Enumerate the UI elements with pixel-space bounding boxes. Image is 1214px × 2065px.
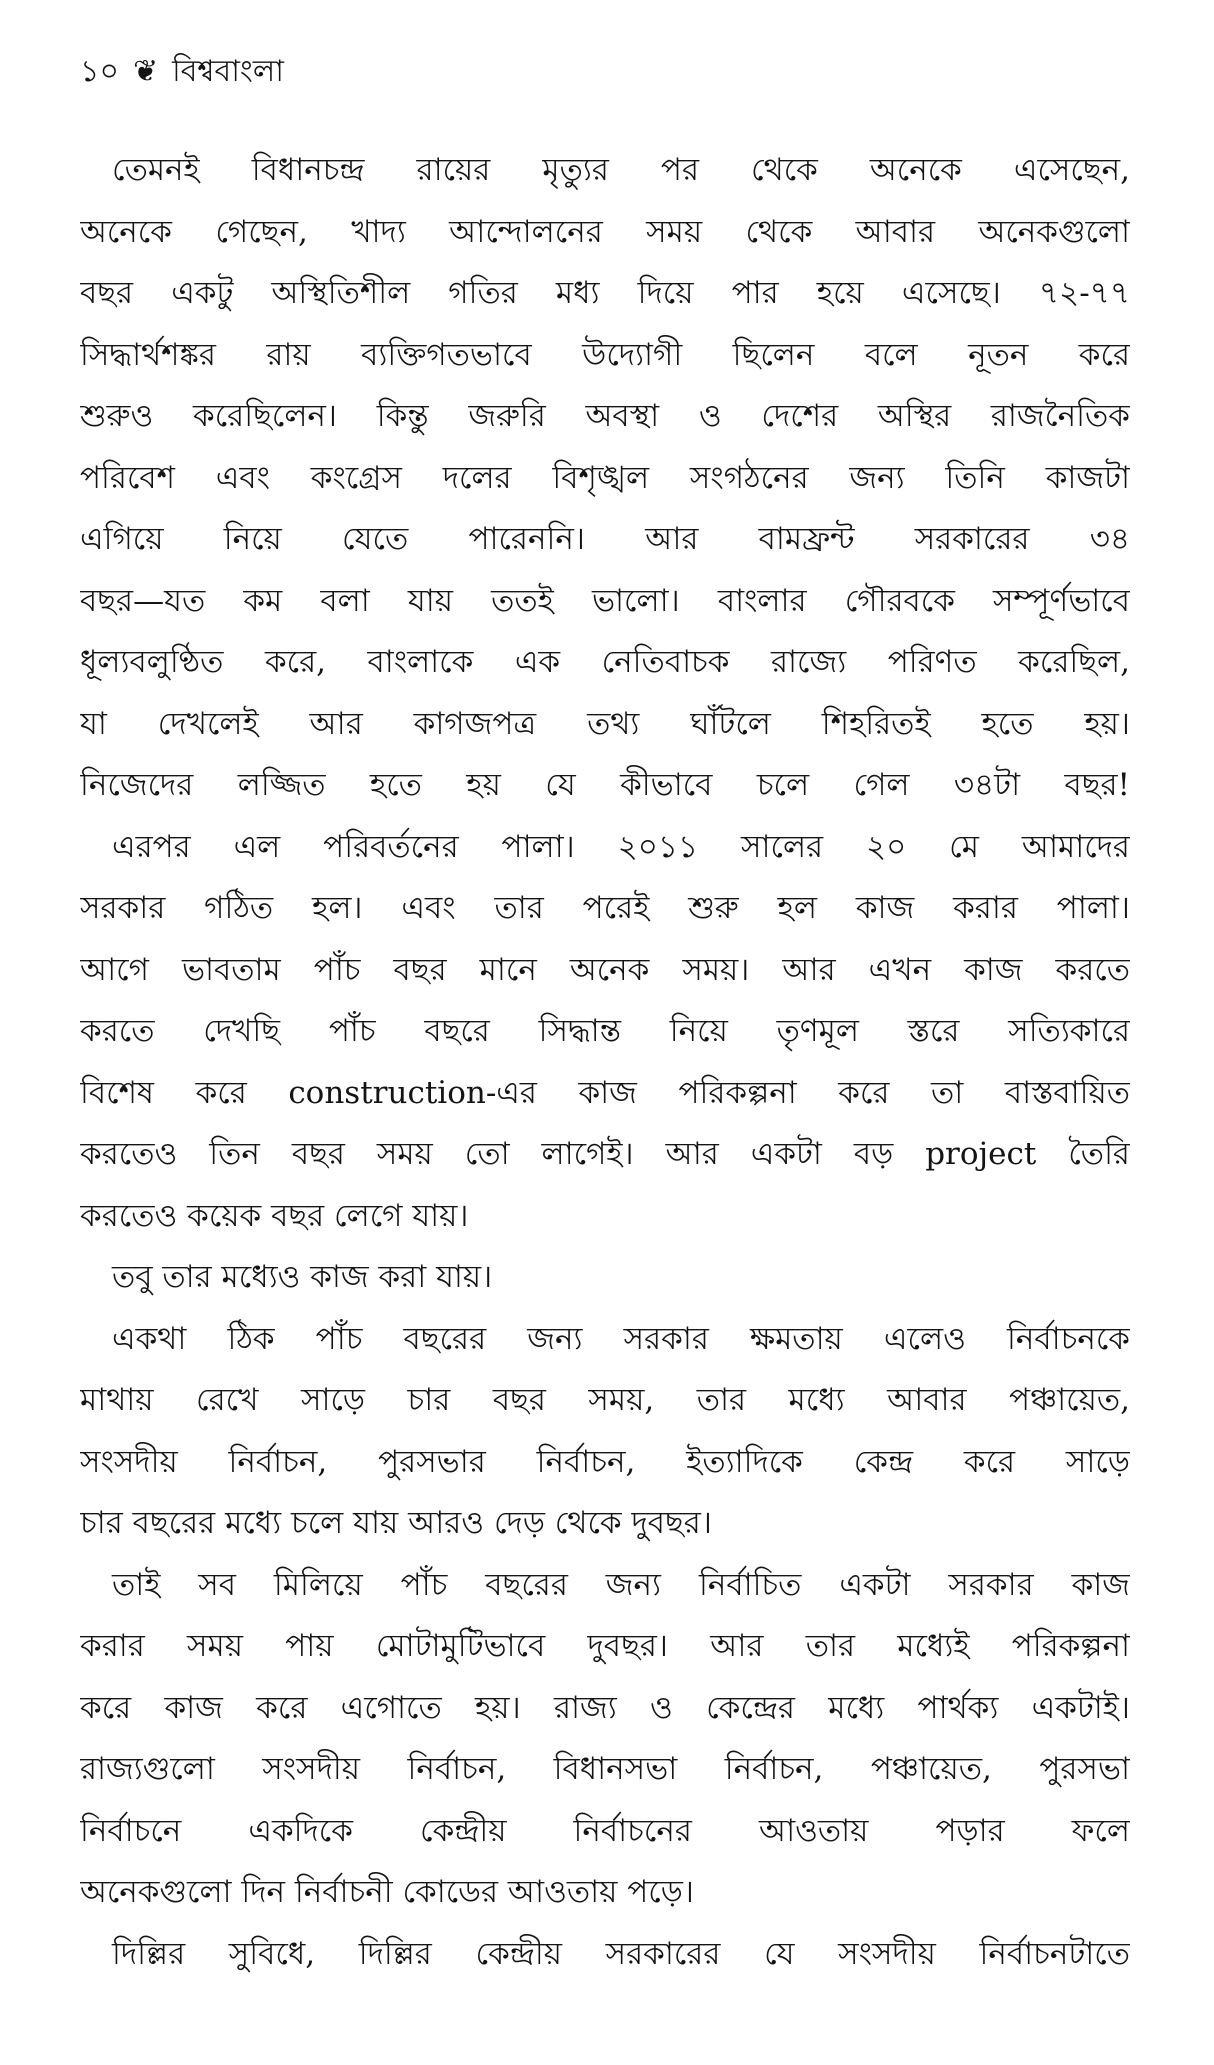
text-line: চার বছরের মধ্যে চলে যায় আরও দেড় থেকে দুবছর। bbox=[80, 1505, 712, 1541]
text-line: এরপর এল পরিবর্তনের পালা। ২০১১ সালের ২০ মে আমাদের bbox=[112, 828, 1130, 865]
text-line: করে কাজ করে এগোতে হয়। রাজ্য ও কেন্দ্রের মধ্যে পার্থক্য একটাই। bbox=[80, 1689, 1130, 1726]
book-title: বিশ্ববাংলা bbox=[172, 54, 284, 89]
page-number: ১০ bbox=[80, 54, 119, 89]
text-line: বছর—যত কম বলা যায় ততই ভালো। বাংলার গৌরবকে সম্পূর্ণভাবে bbox=[80, 582, 1130, 619]
text-line: আগে ভাবতাম পাঁচ বছর মানে অনেক সময়। আর এখন কাজ করতে bbox=[80, 951, 1130, 988]
text-line: পরিবেশ এবং কংগ্রেস দলের বিশৃঙ্খল সংগঠনের জন্য তিনি কাজটা bbox=[80, 459, 1130, 496]
text-line: এগিয়ে নিয়ে যেতে পারেননি। আর বামফ্রন্ট সরকারের ৩৪ bbox=[80, 521, 1130, 557]
text-line: বিশেষ করে construction-এর কাজ পরিকল্পনা করে তা বাস্তবায়িত bbox=[80, 1074, 1130, 1111]
text-line: বছর একটু অস্থিতিশীল গতির মধ্য দিয়ে পার হয়ে এসেছে। ৭২-৭৭ bbox=[80, 275, 1130, 311]
text-line: শুরুও করেছিলেন। কিন্তু জরুরি অবস্থা ও দেশের অস্থির রাজনৈতিক bbox=[80, 398, 1130, 434]
text-line: একথা ঠিক পাঁচ বছরের জন্য সরকার ক্ষমতায় এলেও নির্বাচনকে bbox=[112, 1320, 1130, 1357]
text-line: করার সময় পায় মোটামুটিভাবে দুবছর। আর তার মধ্যেই পরিকল্পনা bbox=[80, 1628, 1130, 1664]
text-line: সরকার গঠিত হল। এবং তার পরেই শুরু হল কাজ করার পালা। bbox=[80, 890, 1130, 926]
text-line: মাথায় রেখে সাড়ে চার বছর সময়, তার মধ্যে আবার পঞ্চায়েত, bbox=[80, 1382, 1130, 1418]
text-line: নিজেদের লজ্জিত হতে হয় যে কীভাবে চলে গেল ৩৪টা বছর! bbox=[80, 767, 1130, 803]
text-line: অনেকে গেছেন, খাদ্য আন্দোলনের সময় থেকে আবার অনেকগুলো bbox=[80, 213, 1130, 250]
text-line: তাই সব মিলিয়ে পাঁচ বছরের জন্য নির্বাচিত একটা সরকার কাজ bbox=[112, 1566, 1130, 1603]
text-line: সিদ্ধার্থশঙ্কর রায় ব্যক্তিগতভাবে উদ্যোগী ছিলেন বলে নূতন করে bbox=[80, 336, 1130, 373]
text-line: নির্বাচনে একদিকে কেন্দ্রীয় নির্বাচনের আওতায় পড়ার ফলে bbox=[80, 1812, 1130, 1849]
text-line: করতে দেখছি পাঁচ বছরে সিদ্ধান্ত নিয়ে তৃণমূল স্তরে সত্যিকারে bbox=[80, 1013, 1130, 1049]
text-line: সংসদীয় নির্বাচন, পুরসভার নির্বাচন, ইত্যাদিকে কেন্দ্র করে সাড়ে bbox=[80, 1443, 1130, 1480]
text-line: রাজ্যগুলো সংসদীয় নির্বাচন, বিধানসভা নির্বাচন, পঞ্চায়েত, পুরসভা bbox=[80, 1751, 1130, 1787]
text-line: ধূল্যবলুণ্ঠিত করে, বাংলাকে এক নেতিবাচক রাজ্যে পরিণত করেছিল, bbox=[80, 644, 1130, 680]
text-line: তবু তার মধ্যেও কাজ করা যায়। bbox=[112, 1259, 493, 1295]
running-head bbox=[80, 52, 284, 92]
separator-ornament: ❦ bbox=[132, 54, 159, 89]
text-line: করতেও তিন বছর সময় তো লাগেই। আর একটা বড় project তৈরি bbox=[80, 1136, 1130, 1172]
text-line: দিল্লির সুবিধে, দিল্লির কেন্দ্রীয় সরকারের যে সংসদীয় নির্বাচনটাতে bbox=[112, 1935, 1130, 1972]
text-line: তেমনই বিধানচন্দ্র রায়ের মৃত্যুর পর থেকে অনেকে এসেছেন, bbox=[112, 152, 1130, 188]
text-line: করতেও কয়েক বছর লেগে যায়। bbox=[80, 1197, 469, 1234]
text-line: অনেকগুলো দিন নির্বাচনী কোডের আওতায় পড়ে। bbox=[80, 1874, 694, 1910]
text-line: যা দেখলেই আর কাগজপত্র তথ্য ঘাঁটলে শিহরিতই হতে হয়। bbox=[80, 705, 1130, 742]
body-text bbox=[80, 140, 1130, 1985]
